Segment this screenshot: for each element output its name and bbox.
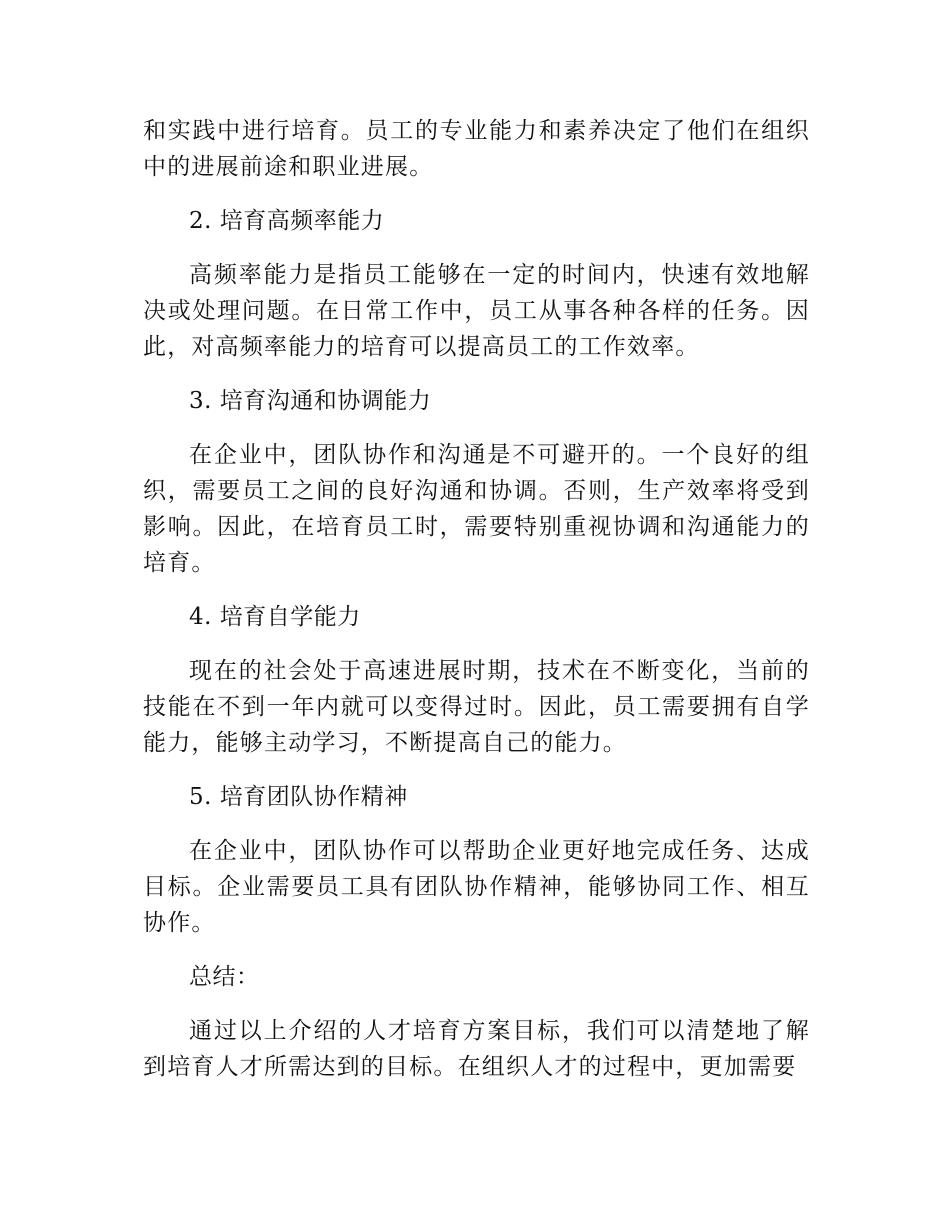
paragraph-high-frequency: 高频率能力是指员工能够在一定的时间内，快速有效地解决或处理问题。在日常工作中，员工从事各种各样的任务。因此，对高频率能力的培育可以提高员工的工作效率。 <box>143 262 810 360</box>
paragraph-summary: 通过以上介绍的人才培育方案目标，我们可以清楚地了解到培育人才所需达到的目标。在组织人才的过程中，更加需要 <box>143 1018 810 1080</box>
section-heading-2: 2. 培育高频率能力 <box>189 208 385 234</box>
section-heading-5: 5. 培育团队协作精神 <box>189 784 408 810</box>
section-heading-3: 3. 培育沟通和协调能力 <box>189 388 432 414</box>
section-heading-4: 4. 培育自学能力 <box>189 604 361 630</box>
summary-heading: 总结： <box>189 964 260 990</box>
paragraph-continued: 和实践中进行培育。员工的专业能力和素养决定了他们在组织中的进展前途和职业进展。 <box>143 118 810 180</box>
paragraph-communication: 在企业中，团队协作和沟通是不可避开的。一个良好的组织，需要员工之间的良好沟通和协调。否则，生产效率将受到影响。因此，在培育员工时，需要特别重视协调和沟通能力的培育。 <box>143 442 810 576</box>
document-body <box>143 113 810 1103</box>
paragraph-teamwork: 在企业中，团队协作可以帮助企业更好地完成任务、达成目标。企业需要员工具有团队协作精神，能够协同工作、相互协作。 <box>143 838 810 936</box>
paragraph-self-learning: 现在的社会处于高速进展时期，技术在不断变化，当前的技能在不到一年内就可以变得过时。因此，员工需要拥有自学能力，能够主动学习，不断提高自己的能力。 <box>143 658 810 756</box>
